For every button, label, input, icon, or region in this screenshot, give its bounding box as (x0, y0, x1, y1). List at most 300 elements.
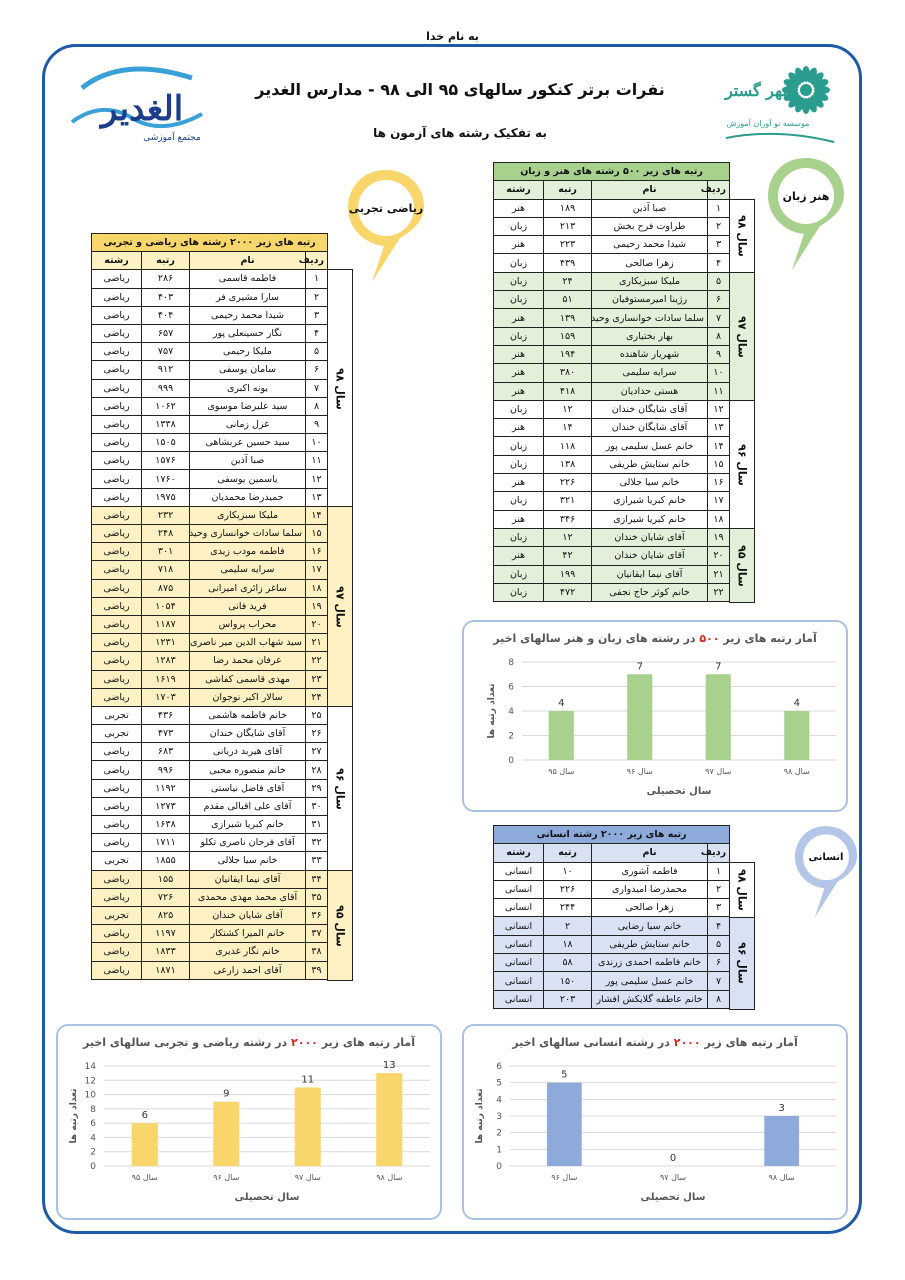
rank: ۱۸۹ (544, 199, 592, 217)
bismillah: به نام خدا (426, 30, 479, 43)
rank: ۳۲۱ (544, 492, 592, 510)
field: ریاضی (92, 379, 142, 397)
table-row (92, 470, 328, 488)
rank: ۱۰۶۲ (142, 397, 190, 415)
page-title: نفرات برتر کنکور سالهای ۹۵ الی ۹۸ - مدارس الغدیر (255, 80, 665, 99)
row-number: ۸ (708, 990, 730, 1008)
table-row (92, 379, 328, 397)
student-name: شیدا محمد رحیمی (190, 306, 306, 324)
column-header: رشته (92, 252, 142, 270)
rank: ۱۵۹ (544, 327, 592, 345)
rank: ۲۲۶ (544, 474, 592, 492)
y-tick-label: 4 (90, 1133, 96, 1144)
row-number: ۲۱ (306, 634, 328, 652)
table-row (92, 306, 328, 324)
year-group-label (729, 862, 755, 919)
field: ریاضی (92, 452, 142, 470)
table-row (92, 870, 328, 888)
x-tick-label: سال ۹۷ (659, 1173, 687, 1182)
student-name: سرایه سلیمی (592, 364, 708, 382)
x-axis-title: سال تحصیلی (234, 1192, 300, 1203)
row-number: ۱۹ (306, 597, 328, 615)
bar-value-label: 4 (793, 698, 800, 709)
student-name: غزل زمانی (190, 415, 306, 433)
row-number: ۳ (708, 899, 730, 917)
y-tick-label: 10 (84, 1090, 96, 1101)
row-number: ۸ (708, 327, 730, 345)
column-header: رشته (494, 844, 544, 862)
row-number: ۵ (708, 272, 730, 290)
row-number: ۶ (708, 291, 730, 309)
chart-art-title: آمار رتبه های زیر ۵۰۰ در رشته های زبان و هنر سالهای اخیر (493, 632, 817, 645)
field: تجربی (92, 725, 142, 743)
field: ریاضی (92, 925, 142, 943)
page-subtitle: به تفکیک رشته های آزمون ها (373, 126, 547, 140)
field: زبان (494, 217, 544, 235)
student-name: آقای محمد مهدی محمدی (190, 888, 306, 906)
row-number: ۲۷ (306, 743, 328, 761)
year-group-label (729, 528, 755, 603)
y-tick-label: 2 (496, 1128, 502, 1139)
student-name: خانم عسل سلیمی پور (592, 437, 708, 455)
year-group-label (327, 870, 353, 981)
row-number: ۵ (306, 343, 328, 361)
student-name: آقای علی اقبالی مقدم (190, 797, 306, 815)
row-number: ۲۲ (306, 652, 328, 670)
table-row (92, 525, 328, 543)
rank: ۲۲۳ (544, 236, 592, 254)
student-name: طراوت فرح بخش (592, 217, 708, 235)
table-row (494, 899, 730, 917)
row-number: ۱ (708, 862, 730, 880)
year-label: سال ۹۶ (333, 768, 347, 810)
student-name: سید شهاب الدین میر ناصری (190, 634, 306, 652)
row-number: ۳۸ (306, 943, 328, 961)
field: ریاضی (92, 834, 142, 852)
student-name: آقای فرحان ناصری تکلو (190, 834, 306, 852)
year-label: سال ۹۵ (735, 544, 749, 587)
row-number: ۱۵ (306, 525, 328, 543)
y-tick-label: 4 (496, 1095, 502, 1106)
row-number: ۱۶ (708, 474, 730, 492)
rank: ۱۲۳۱ (142, 634, 190, 652)
rank: ۲۳۲ (142, 506, 190, 524)
rank: ۶۸۳ (142, 743, 190, 761)
y-axis-title: تعداد رتبه ها (487, 683, 497, 739)
student-name: سالار اکبر نوجوان (190, 688, 306, 706)
field: ریاضی (92, 361, 142, 379)
pin-human-label: انسانی (808, 851, 844, 863)
table-row (494, 327, 730, 345)
row-number: ۹ (708, 345, 730, 363)
student-name: یونه اکبری (190, 379, 306, 397)
field: ریاضی (92, 579, 142, 597)
student-name: خانم المیرا کشتکار (190, 925, 306, 943)
row-number: ۵ (708, 935, 730, 953)
table-row (494, 528, 730, 546)
column-header: رشته (494, 181, 544, 199)
row-number: ۳۷ (306, 925, 328, 943)
field: ریاضی (92, 488, 142, 506)
column-header: رتبه (544, 844, 592, 862)
chart-human-title: آمار رتبه های زیر ۲۰۰۰ در رشته انسانی سالهای اخیر (512, 1036, 798, 1049)
row-number: ۲۹ (306, 779, 328, 797)
field: هنر (494, 474, 544, 492)
rank: ۱۱۹۲ (142, 779, 190, 797)
y-tick-label: 5 (496, 1078, 502, 1089)
table-row (92, 561, 328, 579)
field: ریاضی (92, 306, 142, 324)
row-number: ۲۲ (708, 583, 730, 601)
x-tick-label: سال ۹۸ (768, 1173, 795, 1182)
row-number: ۳۶ (306, 906, 328, 924)
rank: ۷۵۷ (142, 343, 190, 361)
chart-art-svg (464, 622, 846, 810)
y-tick-label: 2 (90, 1147, 96, 1158)
row-number: ۳۰ (306, 797, 328, 815)
field: ریاضی (92, 670, 142, 688)
field: ریاضی (92, 434, 142, 452)
rank: ۱۰ (544, 862, 592, 880)
row-number: ۲۱ (708, 565, 730, 583)
bar-value-label: 5 (561, 1069, 568, 1081)
student-name: شهریار شاهنده (592, 345, 708, 363)
student-name: بهار بختیاری (592, 327, 708, 345)
table-row (494, 217, 730, 235)
student-name: خانم سیا جلالی (190, 852, 306, 870)
rank: ۱۵۵ (142, 870, 190, 888)
rank: ۱۷۰۳ (142, 688, 190, 706)
row-number: ۱۴ (306, 506, 328, 524)
table-row (494, 492, 730, 510)
rank: ۴۷۲ (544, 583, 592, 601)
row-number: ۱۱ (306, 452, 328, 470)
field: هنر (494, 199, 544, 217)
table-row (494, 437, 730, 455)
chart-math-science (56, 1024, 442, 1220)
table-row (92, 434, 328, 452)
table-row (92, 343, 328, 361)
rank: ۴۰۳ (142, 288, 190, 306)
rank: ۲۰۳ (544, 990, 592, 1008)
y-tick-label: 0 (508, 756, 514, 766)
student-name: خانم منصوره محبی (190, 761, 306, 779)
y-tick-label: 1 (496, 1145, 502, 1156)
rank: ۱۵۰۵ (142, 434, 190, 452)
rank: ۱۹۹ (544, 565, 592, 583)
student-name: سامان یوسفی (190, 361, 306, 379)
field: ریاضی (92, 543, 142, 561)
field: ریاضی (92, 615, 142, 633)
rank: ۷۲۶ (142, 888, 190, 906)
y-tick-label: 14 (84, 1062, 96, 1072)
rank: ۱۸ (544, 935, 592, 953)
row-number: ۳۳ (306, 852, 328, 870)
rank: ۳۸۰ (544, 364, 592, 382)
field: ریاضی (92, 634, 142, 652)
bar (764, 1116, 799, 1166)
student-name: خانم سیا رضایی (592, 917, 708, 935)
y-tick-label: 4 (508, 707, 514, 717)
field: زبان (494, 492, 544, 510)
student-name: فاطمه قاسمی (190, 270, 306, 288)
student-name: خانم کبریا شیرازی (592, 492, 708, 510)
rank: ۴۳۹ (544, 254, 592, 272)
table-row (92, 634, 328, 652)
table-row (494, 291, 730, 309)
row-number: ۲ (708, 880, 730, 898)
bar-value-label: 7 (636, 661, 643, 673)
table-row (92, 488, 328, 506)
table-row (494, 510, 730, 528)
row-number: ۱۶ (306, 543, 328, 561)
table-row (494, 474, 730, 492)
rank: ۲۱۳ (544, 217, 592, 235)
rank: ۴۱۸ (544, 382, 592, 400)
row-number: ۷ (708, 309, 730, 327)
rank: ۹۹۹ (142, 379, 190, 397)
row-number: ۱۲ (306, 470, 328, 488)
bar-value-label: 0 (669, 1153, 677, 1164)
alghadir-logo-sub: مجتمع آموزشی (143, 133, 201, 143)
rank: ۱۱۸۷ (142, 615, 190, 633)
year-label: سال ۹۷ (333, 586, 347, 628)
field: تجربی (92, 706, 142, 724)
year-group-label (729, 199, 755, 274)
field: انسانی (494, 880, 544, 898)
column-header: ردیف (708, 181, 730, 199)
row-number: ۱۰ (306, 434, 328, 452)
rank: ۱۲۸۳ (142, 652, 190, 670)
field: زبان (494, 528, 544, 546)
field: انسانی (494, 954, 544, 972)
table-row (92, 452, 328, 470)
student-name: فاطمه آشوری (592, 862, 708, 880)
rank: ۴۷۳ (142, 725, 190, 743)
rank: ۵۱ (544, 291, 592, 309)
field: ریاضی (92, 470, 142, 488)
student-name: آقای فاضل نیاستی (190, 779, 306, 797)
row-number: ۲۰ (306, 615, 328, 633)
row-number: ۲۶ (306, 725, 328, 743)
table-row (92, 397, 328, 415)
y-tick-label: 2 (508, 731, 514, 742)
field: ریاضی (92, 270, 142, 288)
field: ریاضی (92, 688, 142, 706)
bar-value-label: 7 (715, 661, 722, 673)
x-axis-title: سال تحصیلی (646, 786, 712, 797)
field: تجربی (92, 852, 142, 870)
field: هنر (494, 236, 544, 254)
table-row (92, 361, 328, 379)
table-row (92, 797, 328, 815)
table-row (494, 935, 730, 953)
table-row (494, 309, 730, 327)
field: زبان (494, 583, 544, 601)
row-number: ۱۳ (708, 419, 730, 437)
row-number: ۶ (708, 954, 730, 972)
student-name: خانم ستایش طریفی (592, 935, 708, 953)
rank: ۸۲۵ (142, 906, 190, 924)
row-number: ۲۰ (708, 547, 730, 565)
bar-value-label: 9 (223, 1088, 230, 1100)
y-tick-label: 6 (496, 1062, 502, 1072)
row-number: ۲۳ (306, 670, 328, 688)
student-name: صبا آذین (592, 199, 708, 217)
table-row (494, 547, 730, 565)
column-header: نام (592, 844, 708, 862)
rank: ۲۴۴ (544, 899, 592, 917)
student-name: ملیکا سبزیکاری (592, 272, 708, 290)
bar (295, 1087, 321, 1166)
x-tick-label: سال ۹۶ (551, 1173, 578, 1182)
row-number: ۲ (708, 217, 730, 235)
table-row (92, 543, 328, 561)
rank: ۲۲۶ (544, 880, 592, 898)
rank: ۱۶۱۹ (142, 670, 190, 688)
student-name: خانم فاطمه احمدی زرندی (592, 954, 708, 972)
student-name: ساغر زائری امیرانی (190, 579, 306, 597)
field: ریاضی (92, 816, 142, 834)
student-name: سید حسین عربشاهی (190, 434, 306, 452)
y-tick-label: 8 (508, 658, 514, 668)
column-header: نام (190, 252, 306, 270)
table-row (92, 961, 328, 979)
bar (627, 674, 652, 760)
year-label: سال ۹۸ (735, 215, 749, 258)
rank: ۴۰۴ (142, 306, 190, 324)
rank: ۱۳۹ (544, 309, 592, 327)
row-number: ۳۹ (306, 961, 328, 979)
row-number: ۲۴ (306, 688, 328, 706)
y-tick-label: 8 (90, 1104, 96, 1115)
table-row (92, 288, 328, 306)
student-name: آقای نیما ایقانیان (592, 565, 708, 583)
y-axis-title: تعداد رتبه ها (69, 1088, 79, 1144)
table-row (92, 706, 328, 724)
y-tick-label: 0 (496, 1162, 502, 1172)
table-row (494, 954, 730, 972)
student-name: سرایه سلیمی (190, 561, 306, 579)
y-axis-title: تعداد رتبه ها (475, 1088, 485, 1144)
alghadir-logo (62, 60, 222, 152)
table-row (494, 419, 730, 437)
bar-value-label: 3 (778, 1103, 785, 1114)
row-number: ۲ (306, 288, 328, 306)
field: ریاضی (92, 397, 142, 415)
x-axis-title: سال تحصیلی (640, 1192, 706, 1203)
student-name: آقای شایگان خندان (592, 419, 708, 437)
rank: ۴۲ (544, 547, 592, 565)
rank: ۹۱۲ (142, 361, 190, 379)
rank: ۱۰۵۴ (142, 597, 190, 615)
field: ریاضی (92, 343, 142, 361)
row-number: ۲۸ (306, 761, 328, 779)
table-row (92, 670, 328, 688)
mehrgostar-logo-sub: موسسه نو آوران آموزش (726, 119, 810, 128)
table-row (92, 743, 328, 761)
row-number: ۸ (306, 397, 328, 415)
row-number: ۱۷ (708, 492, 730, 510)
bar (549, 711, 574, 760)
student-name: عرفان محمد رضا (190, 652, 306, 670)
year-group-label (327, 269, 353, 508)
column-header: نام (592, 181, 708, 199)
rank: ۲۴ (544, 272, 592, 290)
rank: ۹۹۶ (142, 761, 190, 779)
table-row (92, 688, 328, 706)
bar (784, 711, 809, 760)
alghadir-logo-text: الغدیر (100, 89, 184, 129)
year-group-label (327, 706, 353, 872)
student-name: نگار حسینعلی پور (190, 324, 306, 342)
pin-art-label: هنر زبان (782, 189, 830, 203)
rank: ۱۹۴ (544, 345, 592, 363)
field: زبان (494, 327, 544, 345)
bar (132, 1123, 158, 1166)
table-row (92, 506, 328, 524)
row-number: ۱۸ (708, 510, 730, 528)
table-row (92, 943, 328, 961)
human_table-caption: رتبه های زیر ۲۰۰۰ رشته انسانی (494, 826, 730, 844)
field: ریاضی (92, 888, 142, 906)
bar (213, 1102, 239, 1166)
table-row (92, 852, 328, 870)
field: انسانی (494, 899, 544, 917)
math_table-caption: رتبه های زیر ۲۰۰۰ رشته های ریاضی و تجربی (92, 234, 328, 252)
row-number: ۱۳ (306, 488, 328, 506)
table-row (494, 345, 730, 363)
student-name: سلما سادات خوانساری وحید (190, 525, 306, 543)
rank: ۱۵۰ (544, 972, 592, 990)
student-name: یاسمین یوسفی (190, 470, 306, 488)
field: ریاضی (92, 525, 142, 543)
pin-math-label: ریاضی تجربی (348, 201, 424, 215)
student-name: خانم عاطفه گلایکش افشار (592, 990, 708, 1008)
rank: ۱۳۸ (544, 455, 592, 473)
art_table-caption: رتبه های زیر ۵۰۰ رشته های هنر و زبان (494, 163, 730, 181)
row-number: ۱۹ (708, 528, 730, 546)
student-name: آقای شایان خندان (190, 906, 306, 924)
row-number: ۳۴ (306, 870, 328, 888)
row-number: ۳۲ (306, 834, 328, 852)
rank: ۱۹۷۵ (142, 488, 190, 506)
x-tick-label: سال ۹۸ (376, 1173, 403, 1182)
field: هنر (494, 364, 544, 382)
table-row (92, 816, 328, 834)
row-number: ۴ (306, 324, 328, 342)
year-group-label (729, 400, 755, 530)
row-number: ۴ (708, 254, 730, 272)
student-name: خانم ستایش طریفی (592, 455, 708, 473)
row-number: ۶ (306, 361, 328, 379)
student-name: محراب پرواس (190, 615, 306, 633)
y-tick-label: 12 (84, 1076, 96, 1087)
student-name: هستی حدادیان (592, 382, 708, 400)
table-row (92, 324, 328, 342)
year-group-label (327, 506, 353, 708)
x-tick-label: سال ۹۵ (548, 767, 575, 776)
rank: ۱۸۷۱ (142, 961, 190, 979)
rank: ۱۲ (544, 528, 592, 546)
year-label: سال ۹۵ (333, 904, 347, 947)
bar (376, 1073, 402, 1166)
student-name: شیدا محمد رحیمی (592, 236, 708, 254)
field: هنر (494, 309, 544, 327)
table-row (494, 565, 730, 583)
bar (706, 674, 731, 760)
student-name: آقای احمد زارعی (190, 961, 306, 979)
